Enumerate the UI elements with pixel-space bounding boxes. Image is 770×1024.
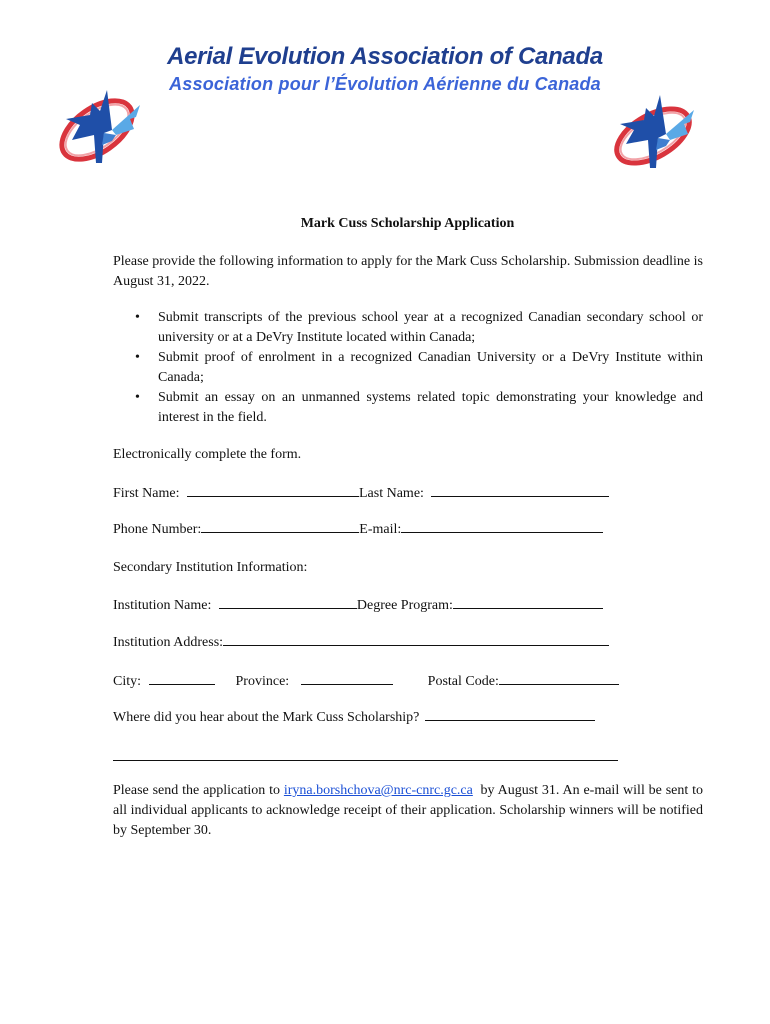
email-field[interactable] bbox=[401, 518, 603, 533]
province-label: Province: bbox=[235, 674, 290, 689]
list-item-text: Submit an essay on an unmanned systems related topic demonstrating your knowledge and interest in the field. bbox=[158, 390, 703, 425]
document-heading: Mark Cuss Scholarship Application bbox=[300, 216, 515, 231]
city-field[interactable] bbox=[149, 670, 215, 685]
hear-about-label: Where did you hear about the Mark Cuss Scholarship? bbox=[113, 710, 420, 725]
bullet-icon: • bbox=[135, 350, 140, 365]
requirements-list bbox=[113, 308, 703, 428]
maple-leaf-logo-icon bbox=[52, 85, 142, 170]
postal-code-field[interactable] bbox=[499, 670, 619, 685]
first-name-field[interactable] bbox=[187, 482, 359, 497]
hear-about-field[interactable] bbox=[425, 706, 595, 721]
closing-prefix: Please send the application to bbox=[113, 783, 281, 798]
province-field[interactable] bbox=[301, 670, 393, 685]
organization-title-french: Association pour l’Évolution Aérienne du Canada bbox=[169, 74, 601, 94]
institution-name-label: Institution Name: bbox=[113, 598, 212, 613]
bullet-icon: • bbox=[135, 390, 140, 405]
list-item bbox=[113, 388, 703, 428]
phone-field[interactable] bbox=[201, 518, 359, 533]
list-item-text: Submit transcripts of the previous school year at a recognized Canadian secondary school or university or at a DeVry Institute located within Canada; bbox=[158, 310, 703, 345]
list-item bbox=[113, 348, 703, 388]
list-item bbox=[113, 308, 703, 348]
institution-address-label: Institution Address: bbox=[113, 635, 224, 650]
organization-title-english: Aerial Evolution Association of Canada bbox=[167, 43, 603, 70]
email-link[interactable]: iryna.borshchova@nrc-cnrc.gc.ca bbox=[283, 783, 473, 798]
name-row bbox=[113, 482, 609, 504]
phone-label: Phone Number: bbox=[113, 522, 202, 537]
bullet-icon: • bbox=[135, 310, 140, 325]
complete-note: Electronically complete the form. bbox=[113, 447, 302, 462]
maple-leaf-logo-icon bbox=[608, 92, 698, 174]
intro-paragraph: Please provide the following information to apply for the Mark Cuss Scholarship. Submission deadline is August 31, 2022. bbox=[113, 254, 703, 289]
location-row bbox=[113, 670, 619, 692]
last-name-label: Last Name: bbox=[359, 486, 424, 501]
degree-program-field[interactable] bbox=[453, 594, 603, 609]
degree-program-label: Degree Program: bbox=[356, 598, 453, 613]
secondary-institution-heading: Secondary Institution Information: bbox=[113, 560, 308, 575]
contact-row bbox=[113, 518, 603, 540]
first-name-label: First Name: bbox=[113, 486, 180, 501]
email-label: E-mail: bbox=[359, 522, 402, 537]
list-item-text: Submit proof of enrolment in a recognized Canadian University or a DeVry Institute within Canada; bbox=[158, 350, 703, 385]
closing-paragraph bbox=[113, 781, 703, 841]
institution-row bbox=[113, 594, 603, 616]
last-name-field[interactable] bbox=[431, 482, 609, 497]
postal-code-label: Postal Code: bbox=[427, 674, 499, 689]
address-row bbox=[113, 631, 609, 653]
institution-name-field[interactable] bbox=[219, 594, 357, 609]
city-label: City: bbox=[113, 674, 142, 689]
hear-about-row bbox=[113, 706, 595, 728]
hear-about-continuation-field[interactable] bbox=[113, 760, 618, 761]
closing-suffix: by August 31. An e-mail will be sent to all individual applicants to acknowledge receipt of their application. Scholarship winners will be notified by September 30. bbox=[113, 783, 704, 838]
institution-address-field[interactable] bbox=[223, 631, 609, 646]
